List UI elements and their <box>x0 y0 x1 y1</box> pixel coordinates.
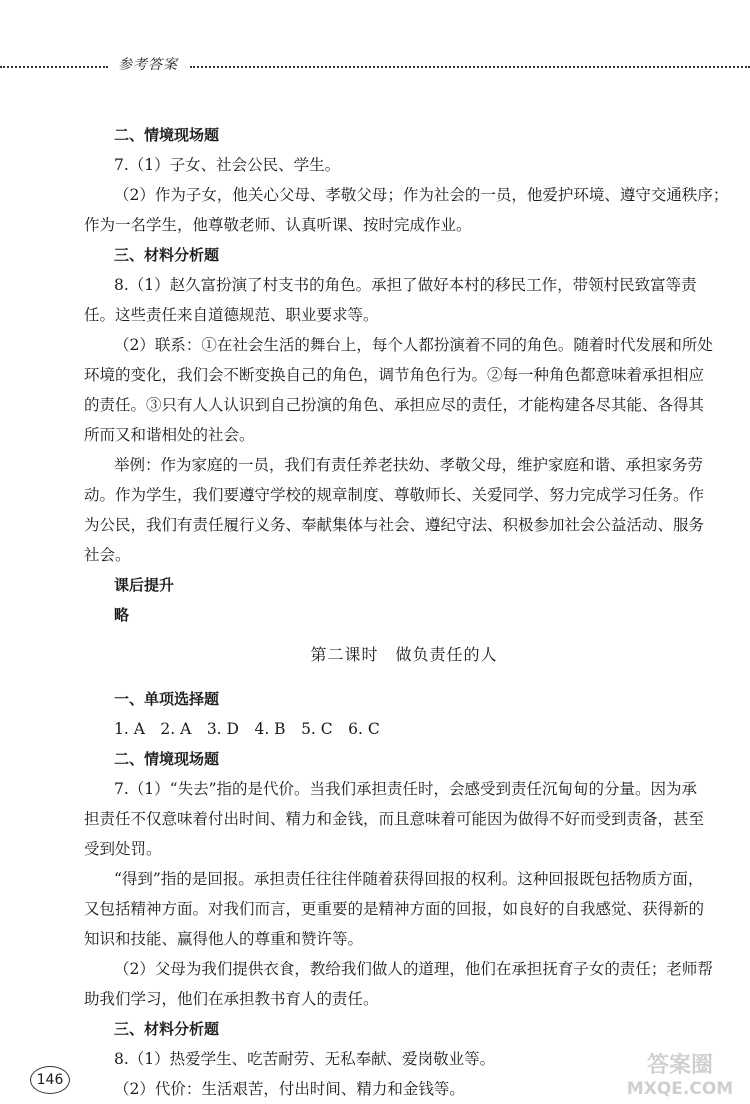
page-header <box>0 54 750 74</box>
text-line: 知识和技能、赢得他人的尊重和赞许等。 <box>84 930 364 948</box>
watermark-logo <box>620 1048 740 1098</box>
text-line: 担责任不仅意味着付出时间、精力和金钱，而且意味着可能因为做得不好而受到责备，甚至 <box>84 810 705 828</box>
text-line: 8.（1）赵久富扮演了村支书的角色。承担了做好本村的移民工作，带领村民致富等责 <box>114 276 697 294</box>
header-dotted-rule-right <box>190 66 750 68</box>
text-line: （2）父母为我们提供衣食，教给我们做人的道理，他们在承担抚育子女的责任；老师帮 <box>114 960 713 978</box>
header-title: 参考答案 <box>118 57 178 73</box>
text-line: 举例：作为家庭的一员，我们有责任养老扶幼、孝敬父母，维护家庭和谐、承担家务劳 <box>114 456 704 474</box>
text-line: 1. A 2. A 3. D 4. B 5. C 6. C <box>114 720 380 738</box>
text-line: 的责任。③只有人人认识到自己扮演的角色、承担应尽的责任，才能构建各尽其能、各得其 <box>84 396 705 414</box>
text-line: “得到”指的是回报。承担责任往往伴随着获得回报的权利。这种回报既包括物质方面， <box>114 870 704 888</box>
text-line: 7.（1）子女、社会公民、学生。 <box>114 156 341 174</box>
answer-content <box>84 120 729 1104</box>
text-line: （2）作为子女，他关心父母、孝敬父母；作为社会的一员，他爱护环境、遵守交通秩序； <box>114 186 729 204</box>
text-line: 又包括精神方面。对我们而言，更重要的是精神方面的回报，如良好的自我感觉、获得新的 <box>84 900 705 918</box>
section-heading: 课后提升 <box>114 576 175 594</box>
text-line: 任。这些责任来自道德规范、职业要求等。 <box>84 306 379 324</box>
text-line: （2）联系：①在社会生活的舞台上，每个人都扮演着不同的角色。随着时代发展和所处 <box>114 336 713 354</box>
page-number: 146 <box>30 1066 70 1094</box>
header-dotted-rule-left <box>0 66 108 68</box>
section-heading: 略 <box>114 606 130 624</box>
watermark-top-text: 答案圈 <box>646 1053 714 1078</box>
text-line: 动。作为学生，我们要遵守学校的规章制度、尊敬师长、关爱同学、努力完成学习任务。作 <box>84 486 705 504</box>
lesson-title: 第二课时 做负责任的人 <box>310 645 498 664</box>
text-line: 受到处罚。 <box>84 840 162 858</box>
watermark-bottom-text: MXQE.COM <box>626 1079 734 1098</box>
section-heading: 一、单项选择题 <box>114 690 220 708</box>
text-line: 社会。 <box>84 546 131 564</box>
text-line: 8.（1）热爱学生、吃苦耐劳、无私奉献、爱岗敬业等。 <box>114 1050 496 1068</box>
text-line: 环境的变化，我们会不断变换自己的角色，调节角色行为。②每一种角色都意味着承担相应 <box>84 366 705 384</box>
section-heading: 三、材料分析题 <box>114 1020 220 1038</box>
section-heading: 二、情境现场题 <box>114 750 220 768</box>
text-line: 所而又和谐相处的社会。 <box>84 426 255 444</box>
section-heading: 三、材料分析题 <box>114 246 220 264</box>
text-line: 为公民，我们有责任履行义务、奉献集体与社会、遵纪守法、积极参加社会公益活动、服务 <box>84 516 705 534</box>
section-heading: 二、情境现场题 <box>114 126 220 144</box>
text-line: 7.（1）“失去”指的是代价。当我们承担责任时，会感受到责任沉甸甸的分量。因为承 <box>114 780 698 798</box>
text-line: （2）代价：生活艰苦，付出时间、精力和金钱等。 <box>114 1080 465 1098</box>
text-line: 助我们学习，他们在承担教书育人的责任。 <box>84 990 379 1008</box>
text-line: 作为一名学生，他尊敬老师、认真听课、按时完成作业。 <box>84 216 472 234</box>
